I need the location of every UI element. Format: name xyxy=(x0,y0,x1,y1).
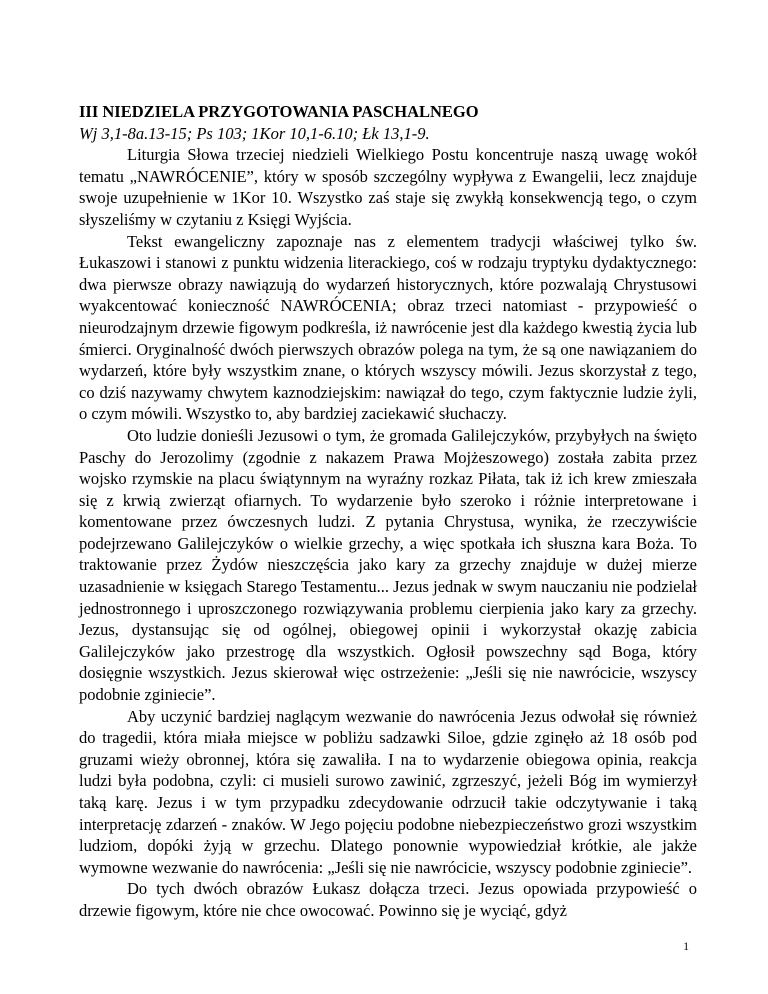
page-number: 1 xyxy=(683,941,689,953)
document-title: III NIEDZIELA PRZYGOTOWANIA PASCHALNEGO xyxy=(79,102,479,121)
paragraph-5: Do tych dwóch obrazów Łukasz dołącza trzeci. Jezus opowiada przypowieść o drzewie figowym, które nie chce owocować. Powinno się je wyciąć, gdyż xyxy=(79,879,697,920)
scripture-readings: Wj 3,1-8a.13-15; Ps 103; 1Kor 10,1-6.10; Łk 13,1-9. xyxy=(79,123,430,143)
paragraph-3: Oto ludzie donieśli Jezusowi o tym, że gromada Galilejczyków, przybyłych na święto Paschy do Jerozolimy (zgodnie z nakazem Prawa Mojżeszowego) została zabita przez wojsko rzymskie na placu świątynnym na wyraźny rozkaz Piłata, tak iż ich krew zmieszała się z krwią zwierząt ofiarnych. To wydarzenie było szeroko i różnie interpretowane i komentowane przez ówczesnych ludzi. Z pytania Chrystusa, wynika, że rzeczywiście podejrzewano Galilejczyków o wielkie grzechy, a więc spotkała ich słuszna kara Boża. To traktowanie przez Żydów nieszczęścia jako kary za grzechy znajduje w dużej mierze uzasadnienie w księgach Starego Testamentu... Jezus jednak w swym nauczaniu nie podzielał jednostronnego i uproszczonego rozwiązywania problemu cierpienia jako kary za grzechy. Jezus, dystansując się od ogólnej, obiegowej opinii i wykorzystał okazję zabicia Galilejczyków jako przestrogę dla wszystkich. Ogłosił powszechny sąd Boga, który dosięgnie wszystkich. Jezus skierował więc ostrzeżenie: „Jeśli się nie nawrócicie, wszyscy podobnie zginiecie”. xyxy=(79,425,697,705)
paragraph-1: Liturgia Słowa trzeciej niedzieli Wielkiego Postu koncentruje naszą uwagę wokół tematu „NAWRÓCENIE”, który w sposób szczególny wypływa z Ewangelii, lecz znajduje swoje uzupełnienie w 1Kor 10. Wszystko zaś staje się zwykłą konsekwencją tego, o czym słyszeliśmy w czytaniu z Księgi Wyjścia. xyxy=(79,145,697,229)
paragraph-2: Tekst ewangeliczny zapoznaje nas z elementem tradycji właściwej tylko św. Łukaszowi i stanowi z punktu widzenia literackiego, coś w rodzaju tryptyku dydaktycznego: dwa pierwsze obrazy nawiązują do wydarzeń historycznych, które pozwalają Chrystusowi wyakcentować konieczność NAWRÓCENIA; obraz trzeci natomiast - przypowieść o nieurodzajnym drzewie figowym podkreśla, iż nawrócenie jest dla każdego kwestią życia lub śmierci. Oryginalność dwóch pierwszych obrazów polega na tym, że są one nawiązaniem do wydarzeń, które były wszystkim znane, o których wszyscy mówili. Jezus skorzystał z tego, co dziś nazywamy chwytem kaznodziejskim: nawiązał do tego, czym faktycznie ludzie żyli, o czym mówili. Wszystko to, aby bardziej zaciekawić słuchaczy. xyxy=(79,231,697,424)
paragraph-4: Aby uczynić bardziej naglącym wezwanie do nawrócenia Jezus odwołał się również do tragedii, która miała miejsce w pobliżu sadzawki Siloe, gdzie zginęło aż 18 osób pod gruzami wieży obronnej, która się zawaliła. I na to wydarzenie obiegowa opinia, reakcja ludzi była podobna, czyli: ci musieli surowo zawinić, zgrzeszyć, jeżeli Bóg im wymierzył taką karę. Jezus i w tym przypadku zdecydowanie odrzucił takie odczytywanie i taką interpretację zdarzeń - znaków. W Jego pojęciu podobne niebezpieczeństwo grozi wszystkim ludziom, dopóki żyją w grzechu. Dlatego ponownie wypowiedział krótkie, ale jakże wymowne wezwanie do nawrócenia: „Jeśli się nie nawrócicie, wszyscy podobnie zginiecie”. xyxy=(79,706,697,877)
document-page xyxy=(79,101,697,922)
